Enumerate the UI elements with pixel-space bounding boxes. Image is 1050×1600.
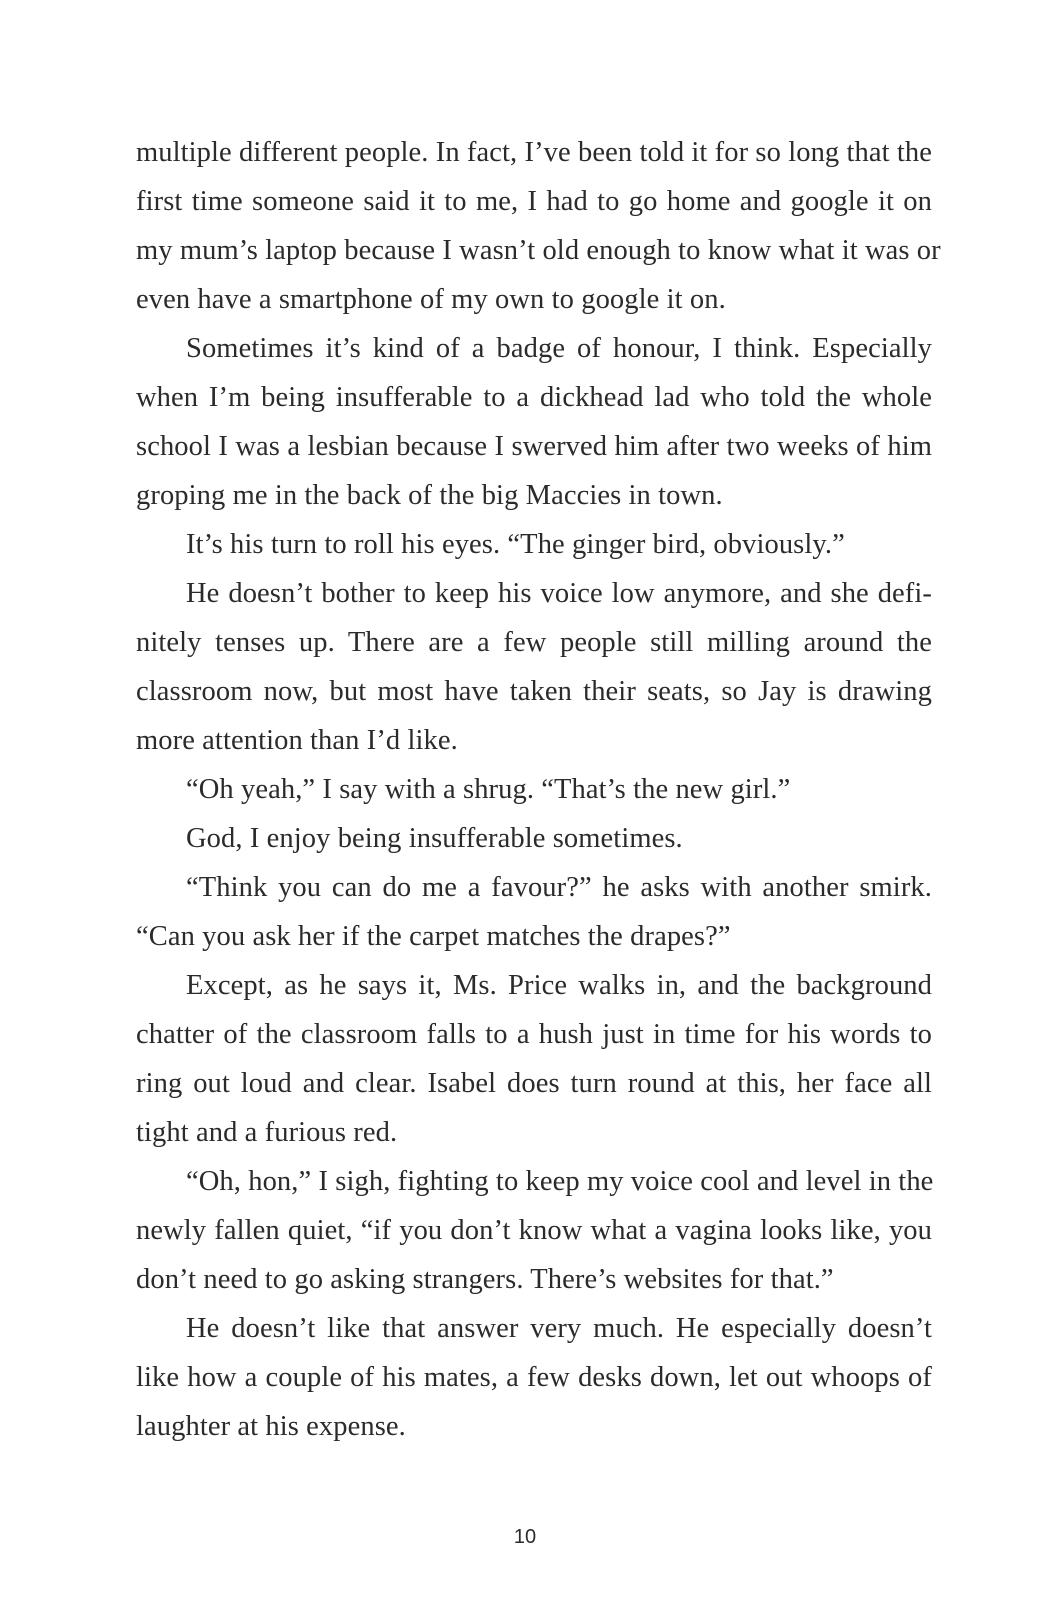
text-line: Sometimes it’s kind of a badge of honour, I think. Especially bbox=[186, 333, 932, 364]
text-line: “Think you can do me a favour?” he asks with another smirk. bbox=[186, 872, 932, 903]
text-line: God, I enjoy being insufferable sometimes. bbox=[186, 823, 683, 854]
text-line: chatter of the classroom falls to a hush just in time for his words to bbox=[136, 1019, 932, 1050]
page-number: 10 bbox=[513, 1526, 537, 1548]
text-line: multiple different people. In fact, I’ve been told it for so long that the bbox=[136, 137, 932, 168]
text-line: newly fallen quiet, “if you don’t know what a vagina looks like, you bbox=[136, 1215, 932, 1246]
text-line: ring out loud and clear. Isabel does turn round at this, her face all bbox=[136, 1068, 932, 1099]
text-line: school I was a lesbian because I swerved him after two weeks of him bbox=[136, 431, 932, 462]
text-line: first time someone said it to me, I had to go home and google it on bbox=[136, 186, 932, 217]
text-line: like how a couple of his mates, a few desks down, let out whoops of bbox=[136, 1362, 932, 1393]
text-line: my mum’s laptop because I wasn’t old enough to know what it was or bbox=[136, 235, 941, 266]
text-line: when I’m being insufferable to a dickhead lad who told the whole bbox=[136, 382, 932, 413]
text-line: laughter at his expense. bbox=[136, 1411, 406, 1442]
text-line: Except, as he says it, Ms. Price walks in, and the background bbox=[186, 970, 932, 1001]
text-line: “Can you ask her if the carpet matches the drapes?” bbox=[136, 921, 731, 952]
text-line: nitely tenses up. There are a few people still milling around the bbox=[136, 627, 932, 658]
text-line: It’s his turn to roll his eyes. “The ginger bird, obviously.” bbox=[186, 529, 845, 560]
text-line: classroom now, but most have taken their seats, so Jay is drawing bbox=[136, 676, 932, 707]
text-line: “Oh yeah,” I say with a shrug. “That’s the new girl.” bbox=[186, 774, 791, 805]
text-line: don’t need to go asking strangers. There’s websites for that.” bbox=[136, 1264, 834, 1295]
text-line: He doesn’t bother to keep his voice low anymore, and she defi- bbox=[186, 578, 932, 609]
text-line: more attention than I’d like. bbox=[136, 725, 458, 756]
text-line: groping me in the back of the big Maccies in town. bbox=[136, 480, 723, 511]
text-line: He doesn’t like that answer very much. He especially doesn’t bbox=[186, 1313, 932, 1344]
text-line: even have a smartphone of my own to google it on. bbox=[136, 284, 726, 315]
text-line: tight and a furious red. bbox=[136, 1117, 398, 1148]
text-line: “Oh, hon,” I sigh, fighting to keep my voice cool and level in the bbox=[186, 1166, 934, 1197]
body-text bbox=[136, 128, 941, 1451]
